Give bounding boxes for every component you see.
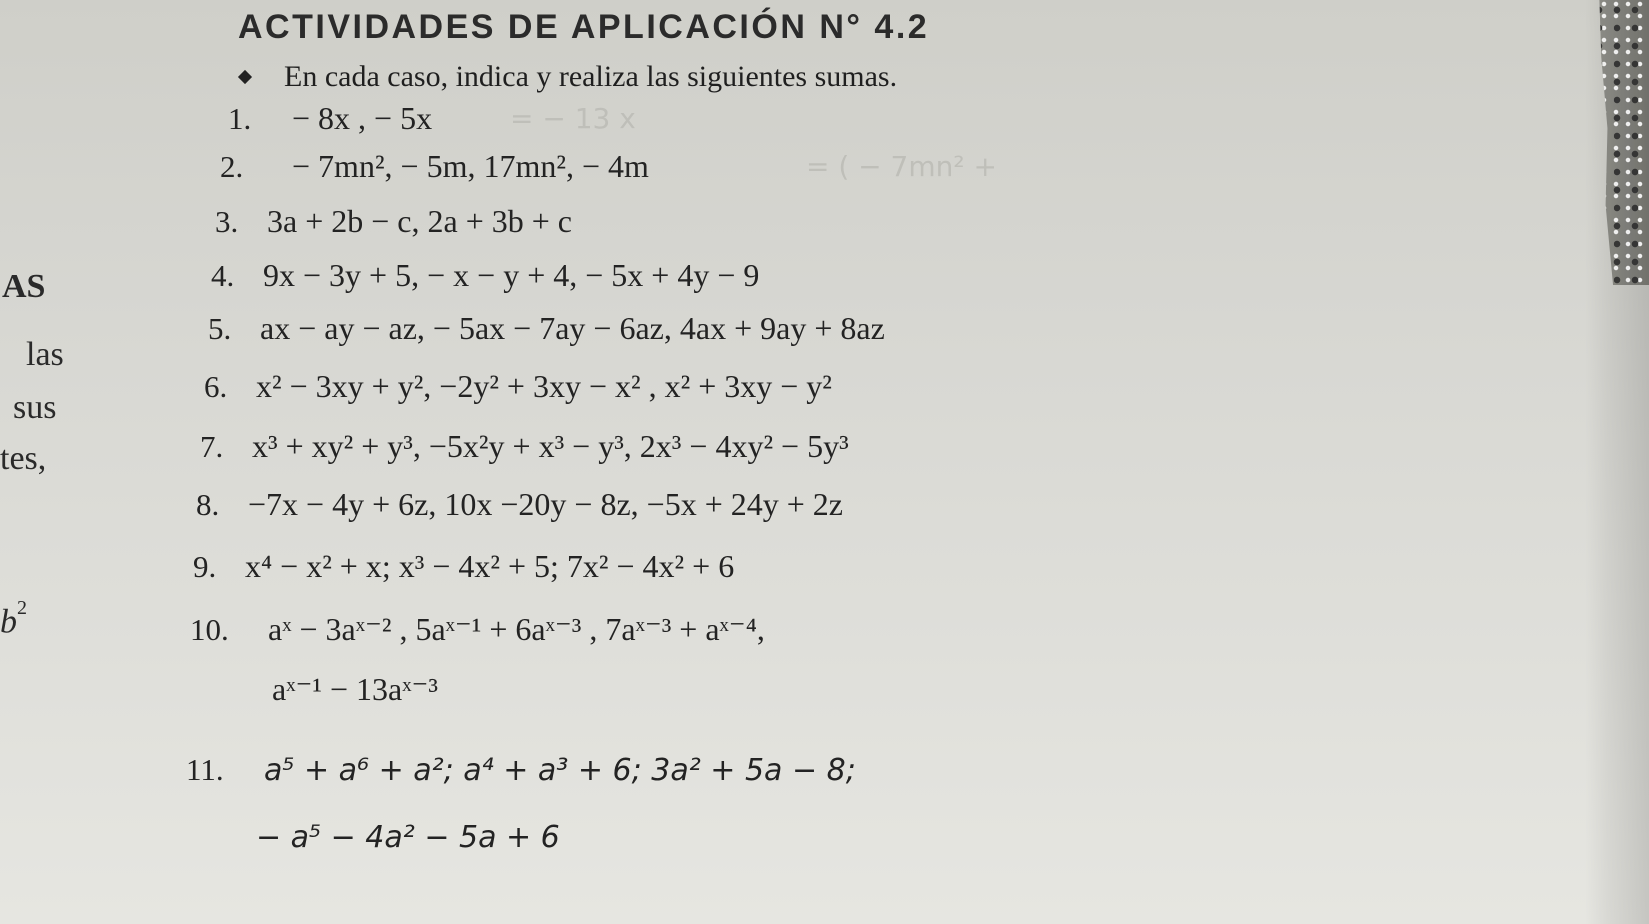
exercise-item-2 <box>220 148 649 185</box>
item-expression: 9x − 3y + 5, − x − y + 4, − 5x + 4y − 9 <box>263 257 760 293</box>
margin-fragment-tes: tes, <box>0 440 47 477</box>
item-number: 2. <box>220 149 244 184</box>
exercise-item-11 <box>186 752 856 788</box>
exercise-item-4 <box>211 257 759 294</box>
instruction-row <box>238 60 897 94</box>
exercise-item-7 <box>200 428 849 465</box>
item-number: 1. <box>228 101 252 136</box>
item-number: 8. <box>196 487 220 522</box>
exercise-item-3 <box>215 203 572 240</box>
exercise-item-10 <box>190 610 765 648</box>
margin-fragment-b-squared <box>0 597 27 641</box>
pencil-annotation-1: = − 13 x <box>510 102 636 135</box>
item-number: 3. <box>215 204 239 239</box>
item-expression: − 8x , − 5x <box>292 100 433 136</box>
exercise-item-5 <box>208 310 885 347</box>
item-number: 10. <box>190 612 229 647</box>
margin-b-base: b <box>0 603 17 641</box>
margin-fragment-sus: sus <box>13 389 57 426</box>
margin-fragment-as: AS <box>2 268 46 305</box>
item-expression: x⁴ − x² + x; x³ − 4x² + 5; 7x² − 4x² + 6 <box>245 548 735 584</box>
margin-fragment-las: las <box>26 336 64 373</box>
margin-b-exponent: 2 <box>17 597 27 619</box>
exercise-item-1 <box>228 100 432 137</box>
activity-title: ACTIVIDADES DE APLICACIÓN N° 4.2 <box>238 8 930 46</box>
item-expression: x² − 3xy + y², −2y² + 3xy − x² , x² + 3xy − y² <box>256 368 832 404</box>
item-expression: −7x − 4y + 6z, 10x −20y − 8z, −5x + 24y + 2z <box>248 486 843 522</box>
item-number: 4. <box>211 258 235 293</box>
item-number: 11. <box>186 752 224 787</box>
instruction-text: En cada caso, indica y realiza las siguientes sumas. <box>284 60 898 93</box>
item-number: 9. <box>193 549 217 584</box>
exercise-item-6 <box>204 368 832 405</box>
item-number: 7. <box>200 429 224 464</box>
diamond-bullet-icon <box>238 70 252 84</box>
item-expression: a⁵ + a⁶ + a²; a⁴ + a³ + 6; 3a² + 5a − 8; <box>264 753 856 788</box>
exercise-item-11-continuation: − a⁵ − 4a² − 5a + 6 <box>256 820 560 855</box>
exercise-item-10-continuation: aˣ⁻¹ − 13aˣ⁻³ <box>272 671 438 707</box>
item-expression: − 7mn², − 5m, 17mn², − 4m <box>292 148 649 184</box>
item-number: 6. <box>204 369 228 404</box>
exercise-item-9 <box>193 548 734 585</box>
item-expression: 3a + 2b − c, 2a + 3b + c <box>267 203 572 239</box>
item-number: 5. <box>208 311 232 346</box>
item-expression: aˣ − 3aˣ⁻² , 5aˣ⁻¹ + 6aˣ⁻³ , 7aˣ⁻³ + aˣ⁻⁴, <box>268 611 765 647</box>
item-expression: x³ + xy² + y³, −5x²y + x³ − y³, 2x³ − 4xy² − 5y³ <box>252 428 849 464</box>
exercise-item-8 <box>196 486 843 523</box>
pencil-annotation-2: = ( − 7mn² + <box>806 150 997 183</box>
item-expression: ax − ay − az, − 5ax − 7ay − 6az, 4ax + 9ay + 8az <box>260 310 885 346</box>
